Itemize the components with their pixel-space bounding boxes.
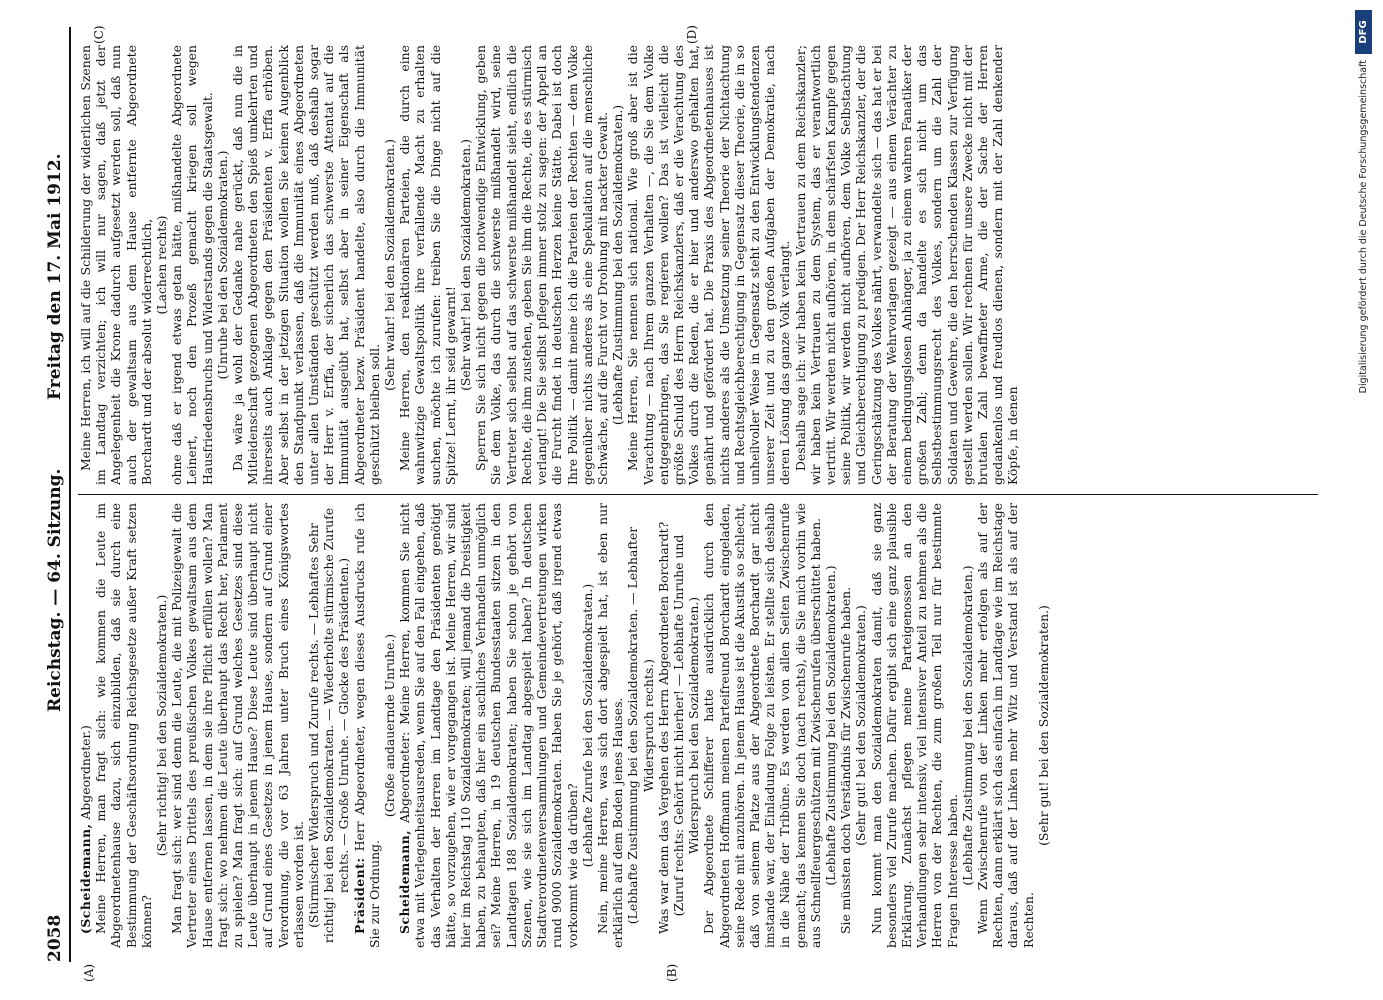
- paragraph: Meine Herren, ich will auf die Schilderung der widerlichen Szenen im Landtag verzichten; ich will nur sagen, daß jetzt der Angelegenheit die Krone dadurch aufgesetzt werden soll, daß nun auch der gewaltsam aus dem Hause entfernte Abgeordnete Borchardt und der absolut widerrechtlich,: [78, 45, 154, 485]
- interjection: (Sehr wahr! bei den Sozialdemokraten.): [458, 139, 474, 391]
- speaker-text: Herr Abgeordneter, wegen dieses Ausdrucks rufe ich Sie zur Ordnung.: [351, 503, 382, 948]
- page-header: [45, 27, 71, 962]
- paragraph: Nein, meine Herren, was sich dort abgespielt hat, ist eben nur erklärlich auf dem Boden jenes Hauses.: [594, 503, 626, 948]
- paragraph: Meine Herren, den reaktionären Parteien, die durch eine wahnwitzige Gewaltspolitik ihre verfallende Macht zu erhalten suchen, möchte ich zurufen: treiben Sie die Dinge nicht auf die Spitze! Lernt, ihr seid gewarnt!: [397, 45, 458, 485]
- right-column: [78, 45, 1228, 485]
- interjection: (Sehr gut! bei den Sozialdemokraten.): [1035, 605, 1051, 846]
- interjection: (Stürmischer Widerspruch und Zurufe rechts. — Lebhaftes Sehr richtig! bei den Sozialdemokraten. — Wiederholte stürmische Zurufe rechts. — Große Unruhe. — Glocke des Präsidenten.): [306, 507, 352, 944]
- paragraph: Meine Herren, Sie nennen sich national. Wie groß aber ist die Verachtung — nach Ihrem ganzen Verhalten —, die Sie dem Volke entgegenbringen, das Sie regieren wollen? Das ist vielleicht die größte Schuld des Herrn Reichskanzlers, daß er die Verachtung des Volkes durch die Reden, die er hier und anderswo gehalten hat, genährt und gefördert hat. Die Praxis des Abgeordnetenhauses ist nichts anderes als die Umsetzung seiner Theorie der Nichtachtung und Rechtsgleichberechtigung in Gegensatz dieser Theorie, die in so unheilvoller Weise in Gegensatz steht zu den Entwicklungstendenzen unserer Zeit und zu den großen Aufgaben der Demokratie, nach deren Lösung das ganze Volk verlangt.: [625, 45, 793, 485]
- digitization-credit: Digitalisierung gefördert durch die Deutsche Forschungsgemeinschaft: [1358, 60, 1369, 394]
- left-column: [78, 503, 1068, 948]
- margin-letter-d: (D): [685, 25, 699, 44]
- header-right-date: Freitag den 17. Mai 1912.: [45, 153, 65, 400]
- interjection: (Sehr richtig! bei den Sozialdemokraten.): [154, 594, 170, 857]
- speaker-text: Abgeordneter: Meine Herren, kommen Sie nicht etwa mit Verlegenheitsausreden, wenn Sie auf den Fall eingehen, daß das Verhalten der Herren im Landtage den Präsidenten genötigt hätte, so vorzugehen, wie er vorgegangen ist. Meine Herren, wir sind hier im Reichstag 110 Sozialdemokraten; will jemand die Dreistigkeit haben, zu behaupten, daß hier ein sachliches Verhandeln unmöglich sei? Meine Herren, in 19 deutschen Bundesstaaten sitzen in den Landtagen 188 Sozialdemokraten; haben Sie schon je gehört von Szenen, wie sie sich im Landtag abgespielt haben? In deutschen Stadtverordnetenversammlungen und Gemeindevertretungen wirken rund 9000 Sozialdemokraten. Haben Sie je gehört, daß irgend etwas vorkommt wie da drüben?: [397, 503, 580, 948]
- speaker-paragraph: [78, 503, 93, 948]
- paragraph: Man fragt sich: wer sind denn die Leute, die mit Polizeigewalt die Vertreter eines Drittels des preußischen Volkes gewaltsam aus dem Hause entfernen lassen, in dem sie ihre Pflicht erfüllen wollen? Man fragt sich: wo nehmen die Leute überhaupt das Recht her, Parlament zu spielen? Man fragt sich: auf Grund welches Gesetzes sind diese Leute überhaupt in jenem Hause? Diese Leute sind überhaupt nicht auf Grund eines Gesetzes in jenem Hause, sondern auf Grund einer Verordnung, die vor 63 Jahren unter Bruch eines Königswortes erlassen worden ist.: [169, 503, 306, 948]
- interjection: (Lachen rechts): [154, 215, 170, 315]
- speaker-name: Präsident:: [351, 857, 367, 934]
- speaker-text: Abgeordneter.): [78, 725, 93, 824]
- interjection: (Lebhafte Zustimmung bei den Sozialdemokraten.): [822, 565, 838, 886]
- header-left-title: Reichstag. — 64. Sitzung.: [45, 468, 65, 712]
- speaker-name: (Scheidemann,: [78, 823, 93, 934]
- paragraph: Deshalb sage ich: wir haben kein Vertrauen zu dem Reichskanzler; wir haben kein Vertrauen zu dem System, das er verantwortlich vertritt. Wir werden nicht aufhören, in dem schärfsten Kampfe gegen seine Politik, wir werden nicht aufhören, dem Volke Selbstachtung und Gleichberechtigung zu predigen. Der Herr Reichskanzler, der die Geringschätzung des Volkes nährt, verwandelte sich — das hat er bei der Beratung der Wehrvorlagen gezeigt — aus einem Verächter zu einem bedingungslosen Anhänger, ja zu einem wahren Fanatiker der großen Zahl; denn da handelte es sich nicht um das Selbstbestimmungsrecht des Volkes, sondern um die Zahl der Soldaten und Gewehre, die den herrschenden Klassen zur Verfügung gestellt werden sollen. Wir rechnen für unsere Zwecke nicht mit der brutalen Zahl bewaffneter Arme, die der Sache der Herren gedankenlos und freudlos dienen, sondern mit der Zahl denkender Köpfe, in denen: [792, 45, 1021, 485]
- paragraph: ohne daß er irgend etwas getan hätte, mißhandelte Abgeordnete Leinert, noch den Prozeß gemacht kriegen soll wegen Hausfriedensbruchs und Widerstands gegen die Staatsgewalt.: [169, 45, 215, 485]
- paragraph: Sperren Sie sich nicht gegen die notwendige Entwicklung, geben Sie dem Volke, das durch die schwerste mißhandelt wird, seine Vertreter sich selbst auf das schwerste mißhandelt sieht, endlich die Rechte, die ihm zustehen, geben Sie ihm die Rechte, die es stürmisch verlangt! Die Sie selbst pflegen immer stolz zu sagen: der Appell an die Furcht findet in deutschen Herzen keine Stätte. Dabei ist doch Ihre Politik — damit meine ich die Parteien der Rechten — dem Volke gegenüber nichts anderes als eine Spekulation auf die menschliche Schwäche, auf die Furcht vor Drohung mit nackter Gewalt.: [473, 45, 610, 485]
- speaker-paragraph: [397, 503, 579, 948]
- speaker-paragraph: [352, 503, 382, 948]
- margin-letter-c: (C): [92, 25, 106, 44]
- paragraph: Was war denn das Vergehen des Herrn Abgeordneten Borchardt?: [655, 521, 671, 934]
- paragraph: Meine Herren, man fragt sich: wie kommen die Leute im Abgeordnetenhause dazu, sich einzubilden, daß sie durch eine Bestimmung der Geschäftsordnung Reichsgesetze außer Kraft setzen können?: [93, 503, 154, 948]
- paragraph: Nun kommt man den Sozialdemokraten damit, daß sie ganz besonders viel Zurufe machen. Dafür ergibt sich eine ganz plausible Erklärung. Zunächst pflegen meine Parteigenossen an den Verhandlungen sehr intensiv, viel intensiver Anteil zu nehmen als die Herren von der Rechten, die zum großen Teil nur für bestimmte Fragen Interesse haben.: [868, 503, 960, 948]
- interjection: (Große andauernde Unruhe.): [382, 633, 398, 818]
- speaker-name: Scheidemann,: [397, 829, 413, 934]
- paragraph: Sie müssten doch Verständnis für Zwischenrufe haben.: [838, 586, 854, 934]
- column-divider: [78, 494, 1318, 495]
- paragraph: Wenn Zwischenrufe von der Linken mehr erfolgen als auf der Rechten, dann erklärt sich das einfach im Landtage wie im Reichstage daraus, daß auf der Linken mehr Witz und Verstand ist als auf der Rechten.: [974, 503, 1036, 948]
- interjection: (Lebhafte Zurufe bei den Sozialdemokraten.): [579, 583, 595, 868]
- interjection: (Zuruf rechts: Gehört nicht hierher! — Lebhafte Unruhe und Widerspruch bei den Sozialdemokraten.): [670, 534, 702, 917]
- margin-letter-a: (A): [82, 963, 96, 982]
- interjection: (Lebhafte Zustimmung bei den Sozialdemokraten.): [610, 104, 626, 426]
- paragraph: Der Abgeordnete Schifferer hatte ausdrücklich durch den Abgeordneten Hoffmann meinen Parteifreund Borchardt eingeladen, seine Rede mit anzuhören. In jenem Hause ist die Akustik so schlecht, daß von seinem Platze aus der Abgeordnete Borchardt gar nicht imstande war, der Einladung Folge zu leisten. Er stellte sich deshalb in die Nähe der Tribüne. Es werden von allen Seiten Zwischenrufe gemacht; das kennen Sie doch (nach rechts), die Sie mich vorhin wie aus Schnellfeuergeschützen mit Zwischenrufen überschüttet haben.: [701, 503, 823, 948]
- interjection: (Lebhafte Zustimmung bei den Sozialdemokraten. — Lebhafter Widerspruch rechts.): [625, 526, 656, 925]
- paragraph: Da wäre ja wohl der Gedanke nahe gerückt, daß nun die in Mitleidenschaft gezogenen Abgeordneten den Spieß umkehrten und ihrerseits auch Anklage gegen den Präsidenten v. Erffa erhöben. Aber selbst in der jetzigen Situation wollen Sie keinen Augenblick den Standpunkt verlassen, daß die Immunität eines Abgeordneten unter allen Umständen geschützt werden muß, daß deshalb sogar der Herr v. Erffa, der sicherlich das schwerste Attentat auf die Immunität ausgeübt hat, selbst aber in seiner Eigenschaft als Abgeordneter bezw. Präsident handelte, also durch die Immunität geschützt bleiben soll.: [230, 45, 382, 485]
- interjection: (Sehr gut! bei den Sozialdemokraten.): [853, 605, 869, 846]
- page-number: 2058: [45, 914, 65, 962]
- interjection: (Lebhafte Zustimmung bei den Sozialdemokraten.): [959, 565, 975, 886]
- interjection: (Sehr wahr! bei den Sozialdemokraten.): [382, 139, 398, 391]
- margin-letter-b: (B): [665, 963, 679, 982]
- dfg-logo: DFG: [1355, 10, 1372, 54]
- interjection: (Unruhe bei den Sozialdemokraten.): [214, 150, 230, 380]
